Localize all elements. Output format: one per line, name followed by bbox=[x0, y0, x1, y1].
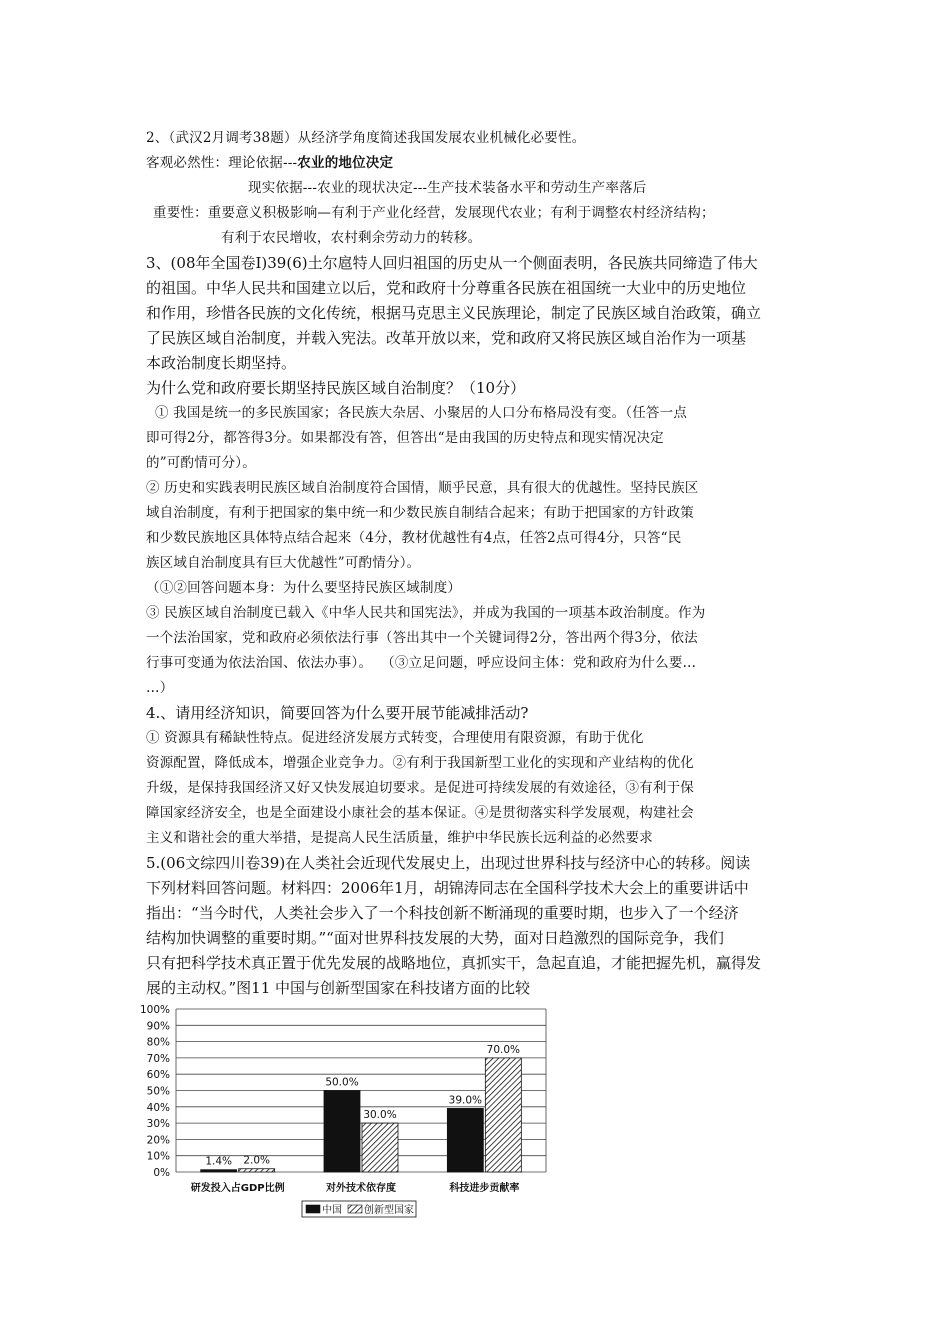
q3-answer-line: 族区域自治制度具有巨大优越性”可酌情分）。 bbox=[146, 555, 421, 571]
x-axis-ticks bbox=[191, 1181, 520, 1194]
x-tick-label: 对外技术依存度 bbox=[326, 1183, 396, 1194]
q3-question: 为什么党和政府要长期坚持民族区域自治制度？（10分） bbox=[146, 379, 526, 397]
q3-answer-line: ① 我国是统一的多民族国家；各民族大杂居、小聚居的人口分布格局没有变。（任答一点 bbox=[146, 405, 688, 421]
data-label: 30.0% bbox=[363, 1109, 397, 1122]
legend-label-china: 中国 bbox=[322, 1205, 342, 1216]
q3-answer-line: 一个法治国家，党和政府必须依法行事（答出其中一个关键词得2分，答出两个得3分，依法 bbox=[146, 630, 698, 646]
x-tick-label: 科技进步贡献率 bbox=[449, 1183, 520, 1194]
q3-answer-line: 即可得2分，都答得3分。如果都没有答，但答出“是由我国的历史特点和现实情况决定 bbox=[146, 430, 664, 446]
data-label: 70.0% bbox=[486, 1043, 521, 1056]
data-label: 2.0% bbox=[243, 1154, 271, 1167]
y-tick-label: 20% bbox=[146, 1134, 170, 1147]
q3-answer-line: （①②回答问题本身：为什么要坚持民族区域制度） bbox=[146, 580, 462, 596]
q3-answer-line: …） bbox=[146, 680, 174, 696]
q3-line: 和作用，珍惜各民族的文化传统，根据马克思主义民族理论，制定了民族区域自治政策，确立 bbox=[146, 304, 762, 322]
q2-objective-label: 客观必然性：理论依据--- bbox=[146, 155, 298, 171]
q2-importance-1: 重要性：重要意义积极影响—有利于产业化经营，发展现代农业；有利于调整农村经济结构； bbox=[153, 205, 715, 221]
q3-line: 3、(08年全国卷I)39(6)土尔扈特人回归祖国的历史从一个侧面表明，各民族共同缔造了伟大 bbox=[146, 254, 758, 272]
q4-line: 主义和谐社会的重大举措，是提高人民生活质量，维护中华民族长远利益的必然要求 bbox=[146, 830, 653, 846]
q4-line: 障国家经济安全，也是全面建设小康社会的基本保证。④是贯彻落实科学发展观，构建社会 bbox=[146, 805, 694, 821]
data-label: 50.0% bbox=[325, 1076, 359, 1089]
q2-objective bbox=[146, 153, 816, 173]
legend-label-innovative: 创新型国家 bbox=[364, 1205, 414, 1216]
q5-line: 5.(06文综四川卷39)在人类社会近现代发展史上，出现过世界科技与经济中心的转移。阅读 bbox=[146, 854, 751, 872]
y-tick-label: 90% bbox=[146, 1020, 170, 1033]
q5-line: 展的主动权。”图11 中国与创新型国家在科技诸方面的比较 bbox=[146, 979, 531, 997]
y-tick-label: 70% bbox=[146, 1052, 170, 1065]
bar-china bbox=[324, 1091, 360, 1173]
q3-line: 的祖国。中华人民共和国建立以后，党和政府十分尊重各民族在祖国统一大业中的历史地位 bbox=[146, 279, 747, 297]
legend-swatch-china bbox=[306, 1205, 320, 1213]
y-tick-label: 80% bbox=[146, 1036, 170, 1049]
y-tick-label: 60% bbox=[146, 1069, 170, 1082]
chart-legend bbox=[302, 1201, 416, 1217]
y-tick-label: 0% bbox=[153, 1167, 170, 1179]
q5-line: 只有把科学技术真正置于优先发展的战略地位，真抓实干，急起直追，才能把握先机，赢得发 bbox=[146, 954, 762, 972]
q3-answer-line: ③ 民族区域自治制度已载入《中华人民共和国宪法》，并成为我国的一项基本政治制度。作为 bbox=[146, 605, 706, 621]
bar-chart bbox=[134, 998, 574, 1223]
q2-title: 2、（武汉2月调考38题）从经济学角度简述我国发展农业机械化必要性。 bbox=[146, 130, 586, 146]
y-tick-label: 40% bbox=[146, 1101, 170, 1114]
y-tick-label: 50% bbox=[146, 1085, 170, 1098]
y-tick-label: 100% bbox=[139, 1004, 170, 1016]
q3-answer-line: ② 历史和实践表明民族区域自治制度符合国情，顺乎民意，具有很大的优越性。坚持民族区 bbox=[146, 480, 699, 496]
legend-swatch-innovative bbox=[348, 1205, 362, 1213]
bar-innovative bbox=[485, 1058, 521, 1172]
x-tick-label: 研发投入占GDP比例 bbox=[190, 1183, 285, 1194]
q5-line: 下列材料回答问题。材料四：2006年1月，胡锦涛同志在全国科学技术大会上的重要讲话中 bbox=[146, 879, 749, 897]
bar-china bbox=[447, 1108, 483, 1172]
q2-importance-2: 有利于农民增收，农村剩余劳动力的转移。 bbox=[221, 230, 482, 246]
y-tick-label: 10% bbox=[146, 1150, 170, 1163]
bar-china bbox=[201, 1170, 237, 1172]
y-tick-label: 30% bbox=[146, 1118, 170, 1131]
q2-reality: 现实依据---农业的现状决定---生产技术装备水平和劳动生产率落后 bbox=[248, 180, 647, 196]
q3-answer-line: 和少数民族地区具体特点结合起来（4分，教材优越性有4点，任答2点可得4分，只答“民 bbox=[146, 530, 682, 546]
q5-line: 指出：“当今时代，人类社会步入了一个科技创新不断涌现的重要时期，也步入了一个经济 bbox=[146, 904, 739, 922]
q4-line: ① 资源具有稀缺性特点。促进经济发展方式转变，合理使用有限资源，有助于优化 bbox=[146, 730, 644, 746]
q4-title: 4.、请用经济知识，简要回答为什么要开展节能减排活动? bbox=[146, 704, 529, 722]
bar-innovative bbox=[362, 1123, 398, 1172]
data-label: 39.0% bbox=[448, 1094, 483, 1107]
q3-answer-line: 域自治制度，有利于把国家的集中统一和少数民族自制结合起来；有助于把国家的方针政策 bbox=[146, 505, 694, 521]
q4-line: 升级，是保持我国经济又好又快发展迫切要求。是促进可持续发展的有效途径，③有利于保 bbox=[146, 780, 694, 796]
q5-line: 结构加快调整的重要时期。”“面对世界科技发展的大势，面对日趋激烈的国际竞争，我们 bbox=[146, 929, 724, 947]
q2-objective-bold: 农业的地位决定 bbox=[297, 155, 394, 171]
bar-innovative bbox=[239, 1169, 275, 1172]
q4-line: 资源配置，降低成本，增强企业竞争力。②有利于我国新型工业化的实现和产业结构的优化 bbox=[146, 755, 694, 771]
data-label: 1.4% bbox=[205, 1155, 233, 1168]
q3-answer-line: 的”可酌情可分）。 bbox=[146, 455, 256, 471]
q3-line: 了民族区域自治制度，并载入宪法。改革开放以来，党和政府又将民族区域自治作为一项基 bbox=[146, 329, 747, 347]
q3-line: 本政治制度长期坚持。 bbox=[146, 354, 297, 372]
y-axis-ticks bbox=[140, 1004, 170, 1179]
q3-answer-line: 行事可变通为依法治国、依法办事）。 （③立足问题，呼应设问主体：党和政府为什么要… bbox=[146, 655, 697, 671]
